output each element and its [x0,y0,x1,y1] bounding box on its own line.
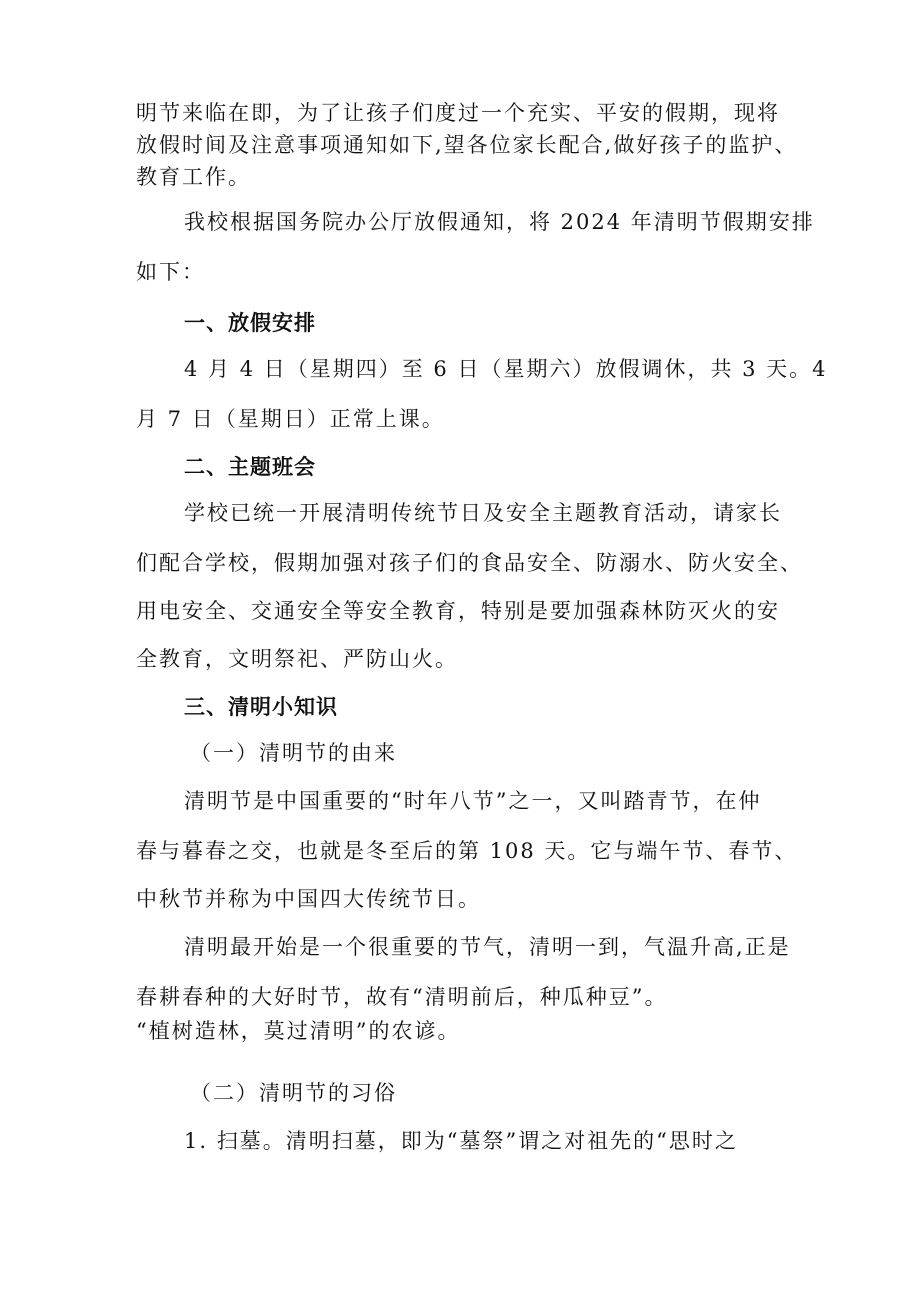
customs-line-1: 1. 扫墓。清明扫墓，即为“墓祭”谓之对祖先的“思时之 [184,1129,738,1153]
origin-line-6: “植树造林，莫过清明”的农谚。 [136,1019,461,1043]
section-heading-schedule: 一、放假安排 [184,311,316,335]
origin-line-1: 清明节是中国重要的“时年八节”之一，又叫踏青节，在仲 [184,789,762,813]
schedule-line-2: 月 7 日（星期日）正常上课。 [136,407,445,431]
class-meeting-line-3: 用电安全、交通安全等安全教育，特别是要加强森林防灭火的安 [136,599,780,623]
intro-line-1: 明节来临在即，为了让孩子们度过一个充实、平安的假期，现将 [136,101,780,125]
origin-line-4: 清明最开始是一个很重要的节气，清明一到，气温升高,正是 [184,935,791,959]
subsection-title-origin: （一）清明节的由来 [190,741,397,765]
notice-line-1: 我校根据国务院办公厅放假通知，将 2024 年清明节假期安排 [184,210,815,234]
notice-line-2: 如下： [136,260,205,284]
subsection-title-customs: （二）清明节的习俗 [190,1081,397,1105]
schedule-line-1: 4 月 4 日（星期四）至 6 日（星期六）放假调休，共 3 天。4 [184,357,828,381]
class-meeting-line-4: 全教育，文明祭祀、严防山火。 [136,647,458,671]
class-meeting-line-2: 们配合学校，假期加强对孩子们的食品安全、防溺水、防火安全、 [136,551,803,575]
section-heading-knowledge: 三、清明小知识 [184,695,338,719]
origin-line-2: 春与暮春之交，也就是冬至后的第 108 天。它与端午节、春节、 [136,839,798,863]
origin-line-3: 中秋节并称为中国四大传统节日。 [136,887,481,911]
intro-line-2: 放假时间及注意事项通知如下,望各位家长配合,做好孩子的监护、 [136,133,798,157]
section-heading-class-meeting: 二、主题班会 [184,455,316,479]
origin-line-5: 春耕春种的大好时节，故有“清明前后，种瓜种豆”。 [136,985,668,1009]
intro-line-3: 教育工作。 [136,165,251,189]
class-meeting-line-1: 学校已统一开展清明传统节日及安全主题教育活动，请家长 [184,501,782,525]
